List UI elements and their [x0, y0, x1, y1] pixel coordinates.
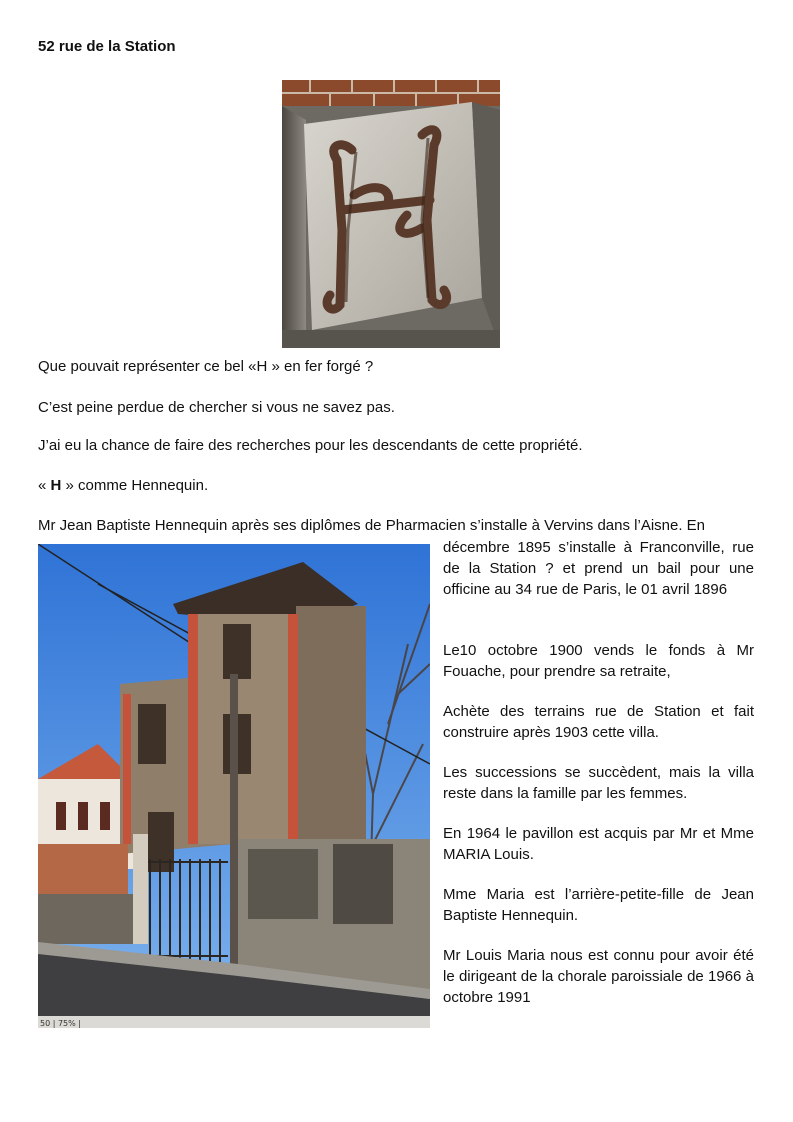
paragraph-search: C’est peine perdue de chercher si vous ne savez pas. — [38, 399, 395, 416]
paragraph-right-3: Achète des terrains rue de Station et fait construire après 1903 cette villa. — [443, 703, 754, 741]
wrought-iron-h-photo — [282, 80, 500, 348]
paragraph-hennequin — [38, 475, 208, 496]
paragraph-right-2: Le10 octobre 1900 vends le fonds à Mr Fouache, pour prendre sa retraite, — [443, 642, 754, 680]
page-title: 52 rue de la Station — [38, 38, 176, 55]
h-letter: H — [50, 477, 62, 494]
paragraph-right-4: Les successions se succèdent, mais la villa reste dans la famille par les femmes. — [443, 764, 754, 802]
h-suffix: » comme Hennequin. — [61, 477, 209, 494]
paragraph-research: J’ai eu la chance de faire des recherches pour les descendants de cette propriété. — [38, 437, 583, 454]
paragraph-question: Que pouvait représenter ce bel «H » en fer forgé ? — [38, 358, 374, 375]
photo-status-text: 50 | 75% | — [40, 1019, 81, 1028]
villa-photo — [38, 544, 430, 1028]
h-prefix: « — [38, 477, 51, 494]
paragraph-right-5: En 1964 le pavillon est acquis par Mr et Mme MARIA Louis. — [443, 825, 754, 863]
paragraph-intro: Mr Jean Baptiste Hennequin après ses diplômes de Pharmacien s’installe à Vervins dans l’Aisne. En — [38, 517, 706, 534]
paragraph-right-1: décembre 1895 s’installe à Franconville, rue de la Station ? et prend un bail pour une officine au 34 rue de Paris, le 01 avril 1896 — [443, 539, 754, 598]
paragraph-right-6: Mme Maria est l’arrière-petite-fille de Jean Baptiste Hennequin. — [443, 886, 754, 924]
paragraph-right-7: Mr Louis Maria nous est connu pour avoir été le dirigeant de la chorale paroissiale de 1966 à octobre 1991 — [443, 947, 754, 1006]
